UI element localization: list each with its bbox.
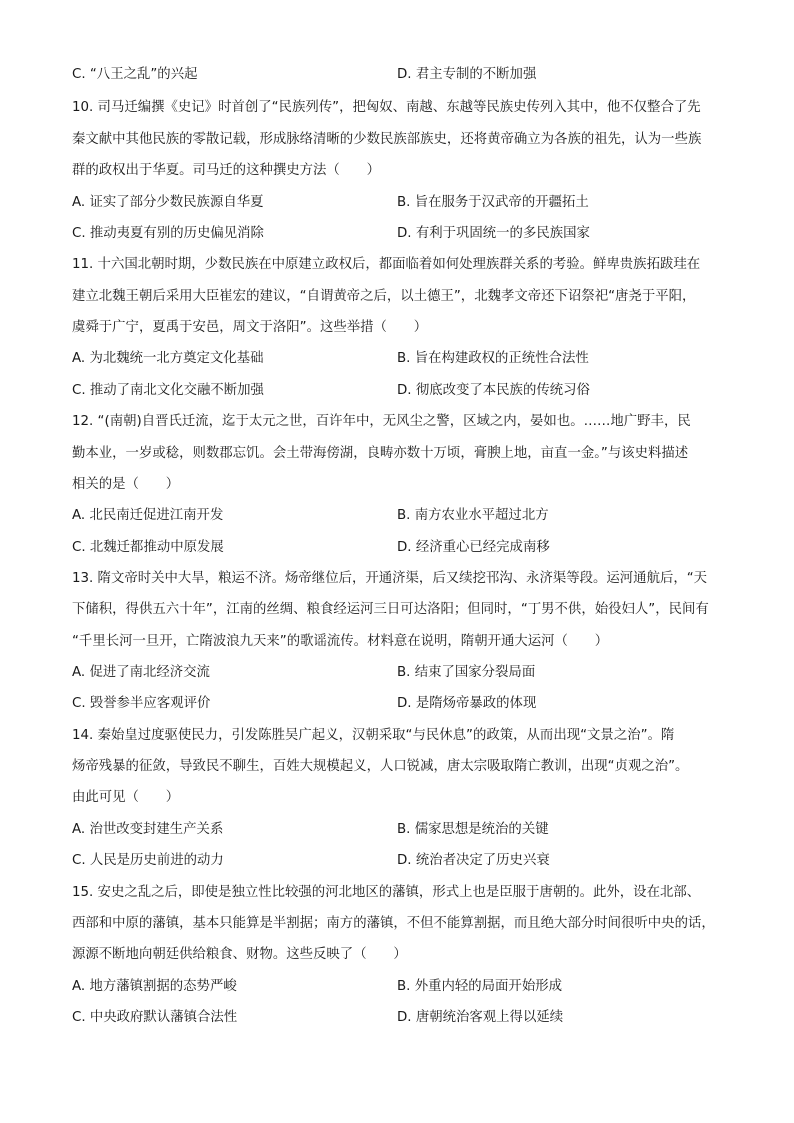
q14-option-c: C. 人民是历史前进的动力: [72, 853, 224, 868]
q11-option-c: C. 推动了南北文化交融不断加强: [72, 383, 264, 398]
q11-option-d: D. 彻底改变了本民族的传统习俗: [397, 383, 590, 398]
q11-stem-line-1: 11. 十六国北朝时期，少数民族在中原建立政权后，都面临着如何处理族群关系的考验。鲜卑贵族拓跋珪在: [72, 257, 701, 272]
q13-option-b: B. 结束了国家分裂局面: [397, 665, 536, 680]
q15-option-d: D. 唐朝统治客观上得以延续: [397, 1010, 564, 1025]
q14-option-d: D. 统治者决定了历史兴衰: [397, 853, 550, 868]
q12-stem-line-1: 12. “(南朝)自晋氏迁流，迄于太元之世，百许年中，无风尘之警，区域之内，晏如也。……地广野丰，民: [72, 414, 691, 429]
q15-stem-line-3: 源源不断地向朝廷供给粮食、财物。这些反映了（ ）: [72, 947, 407, 962]
q11-option-a: A. 为北魏统一北方奠定文化基础: [72, 351, 264, 366]
q10-option-c: C. 推动夷夏有别的历史偏见消除: [72, 226, 264, 241]
q11-option-b: B. 旨在构建政权的正统性合法性: [397, 351, 589, 366]
q10-option-d: D. 有利于巩固统一的多民族国家: [397, 226, 590, 241]
q10-stem-line-3: 群的政权出于华夏。司马迁的这种撰史方法（ ）: [72, 163, 380, 178]
q15-option-a: A. 地方藩镇割据的态势严峻: [72, 979, 237, 994]
q12-option-a: A. 北民南迁促进江南开发: [72, 508, 224, 523]
q10-option-a: A. 证实了部分少数民族源自华夏: [72, 195, 264, 210]
q15-option-b: B. 外重内轻的局面开始形成: [397, 979, 562, 994]
q15-stem-line-1: 15. 安史之乱之后，即使是独立性比较强的河北地区的藩镇，形式上也是臣服于唐朝的。此外，设在北部、: [72, 885, 701, 900]
q10-option-b: B. 旨在服务于汉武帝的开疆拓土: [397, 195, 589, 210]
q14-option-a: A. 治世改变封建生产关系: [72, 822, 224, 837]
q12-stem-line-2: 勤本业，一岁或稔，则数郡忘饥。会土带海傍湖，良畴亦数十万顷，膏腴上地，亩直一金。”与该史料描述: [72, 446, 689, 461]
q15-stem-line-2: 西部和中原的藩镇，基本只能算是半割据；南方的藩镇，不但不能算割据，而且绝大部分时间很听中央的话，: [72, 916, 715, 931]
q13-stem-line-1: 13. 隋文帝时关中大旱，粮运不济。炀帝继位后，开通济渠，后又续挖邗沟、永济渠等段。运河通航后，“天: [72, 571, 708, 586]
q10-stem-line-1: 10. 司马迁编撰《史记》时首创了“民族列传”，把匈奴、南越、东越等民族史传列入其中，他不仅整合了先: [72, 100, 701, 115]
q9-option-c: C. “八王之乱”的兴起: [72, 67, 198, 82]
q12-option-c: C. 北魏迁都推动中原发展: [72, 540, 224, 555]
q11-stem-line-2: 建立北魏王朝后采用大臣崔宏的建议，“自谓黄帝之后，以土德王”，北魏孝文帝还下诏祭祀“唐尧于平阳，: [72, 289, 696, 304]
q11-stem-line-3: 虞舜于广宁，夏禹于安邑，周文于洛阳”。这些举措（ ）: [72, 320, 428, 335]
q13-option-a: A. 促进了南北经济交流: [72, 665, 210, 680]
q13-stem-line-2: 下储积，得供五六十年”，江南的丝绸、粮食经运河三日可达洛阳；但同时，“丁男不供，始役妇人”，民间有: [72, 602, 709, 617]
q14-option-b: B. 儒家思想是统治的关键: [397, 822, 549, 837]
q13-option-d: D. 是隋炀帝暴政的体现: [397, 696, 537, 711]
q13-stem-line-3: “千里长河一旦开，亡隋波浪九天来”的歌谣流传。材料意在说明，隋朝开通大运河（ ）: [72, 634, 609, 649]
q9-option-d: D. 君主专制的不断加强: [397, 67, 537, 82]
q12-option-d: D. 经济重心已经完成南移: [397, 540, 550, 555]
q13-option-c: C. 毁誉参半应客观评价: [72, 696, 211, 711]
q15-option-c: C. 中央政府默认藩镇合法性: [72, 1010, 238, 1025]
q14-stem-line-3: 由此可见（ ）: [72, 790, 180, 805]
q10-stem-line-2: 秦文献中其他民族的零散记载，形成脉络清晰的少数民族部族史，还将黄帝确立为各族的祖先，认为一些族: [72, 132, 702, 147]
q12-stem-line-3: 相关的是（ ）: [72, 477, 180, 492]
q14-stem-line-1: 14. 秦始皇过度驱使民力，引发陈胜吴广起义，汉朝采取“与民休息”的政策，从而出现“文景之治”。隋: [72, 728, 675, 743]
q12-option-b: B. 南方农业水平超过北方: [397, 508, 549, 523]
q14-stem-line-2: 炀帝残暴的征敛，导致民不聊生，百姓大规模起义，人口锐减，唐太宗吸取隋亡教训，出现“贞观之治”。: [72, 759, 689, 774]
